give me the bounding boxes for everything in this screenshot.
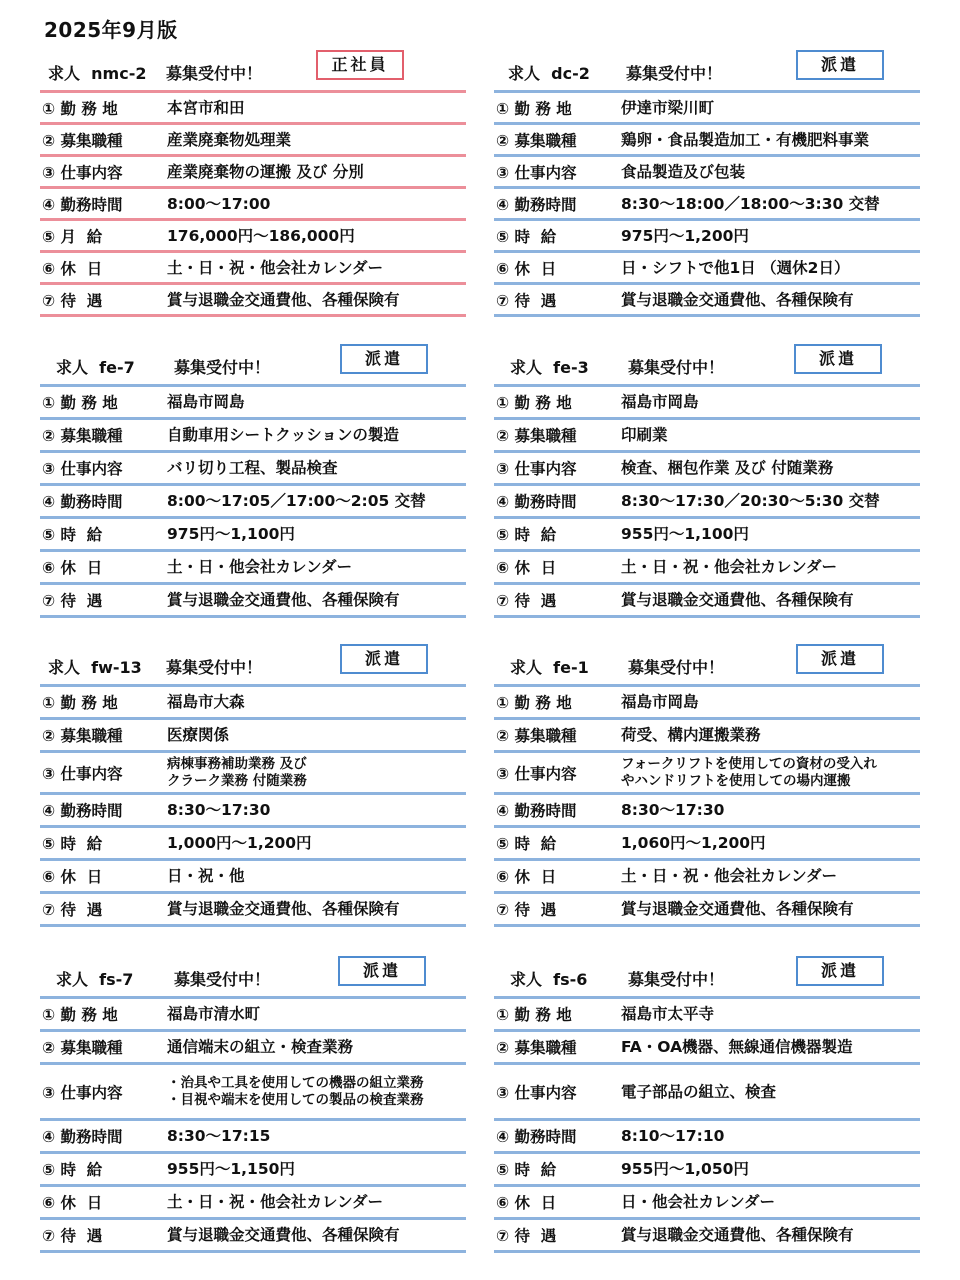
row-label: ⑦ 待 遇: [496, 901, 557, 919]
job-code: 求人 fs-6: [510, 970, 588, 989]
row-label: ③ 仕事内容: [42, 764, 123, 783]
employment-type-badge: 派遣: [794, 344, 882, 374]
row-value: 土・日・他会社カレンダー: [167, 558, 352, 576]
employment-type-badge: 派遣: [796, 956, 884, 986]
job-card-header: [40, 50, 466, 93]
job-code: 求人 fe-3: [510, 358, 589, 377]
row-value: 本宮市和田: [167, 98, 245, 117]
job-card-title: [510, 967, 724, 990]
row-value: 賞与退職金交通費他、各種保険有: [167, 1226, 400, 1244]
job-row-work-hours: [40, 1121, 466, 1154]
row-label: ③ 仕事内容: [42, 1083, 123, 1102]
employment-type-badge: 派遣: [340, 644, 428, 674]
row-label: ② 募集職種: [42, 727, 123, 745]
row-value: 8:30～17:30／20:30～5:30 交替: [621, 492, 880, 510]
row-value: 印刷業: [621, 426, 668, 444]
recruit-status: 募集受付中！: [166, 658, 263, 677]
job-row-job-content: [494, 1065, 920, 1121]
row-value: 検査、梱包作業 及び 付随業務: [621, 459, 834, 477]
row-value: 土・日・祝・他会社カレンダー: [621, 558, 837, 576]
job-card-title: [56, 355, 270, 378]
row-value: 176,000円～186,000円: [167, 226, 355, 245]
job-code: 求人 fs-7: [56, 970, 134, 989]
recruit-status: 募集受付中！: [628, 358, 725, 377]
row-value: 食品製造及び包装: [621, 162, 746, 181]
job-row-holidays: [494, 253, 920, 285]
row-label: ⑥ 休 日: [496, 559, 557, 577]
job-card: [494, 344, 920, 618]
row-value: 8:30～17:30: [621, 801, 725, 819]
job-card: [494, 644, 920, 927]
row-label: ② 募集職種: [496, 131, 577, 150]
row-label: ⑤ 時 給: [496, 835, 557, 853]
employment-type-badge: 派遣: [796, 644, 884, 674]
row-value: 955円～1,100円: [621, 525, 749, 543]
row-label: ⑦ 待 遇: [42, 592, 103, 610]
job-row-location: [494, 999, 920, 1032]
row-label: ③ 仕事内容: [496, 460, 577, 478]
job-row-job-type: [494, 420, 920, 453]
row-label: ⑥ 休 日: [42, 1194, 103, 1212]
row-value: 賞与退職金交通費他、各種保険有: [621, 290, 854, 309]
row-label: ⑦ 待 遇: [42, 1227, 103, 1245]
job-row-job-type: [494, 1032, 920, 1065]
job-row-pay: [40, 519, 466, 552]
row-label: ③ 仕事内容: [496, 163, 577, 182]
row-label: ⑥ 休 日: [42, 559, 103, 577]
row-label: ⑥ 休 日: [496, 1194, 557, 1212]
row-label: ① 勤 務 地: [496, 694, 572, 712]
job-code: 求人 fe-7: [56, 358, 135, 377]
job-row-work-hours: [40, 486, 466, 519]
recruit-status: 募集受付中！: [628, 970, 725, 989]
row-label: ⑦ 待 遇: [496, 291, 557, 310]
job-row-pay: [40, 221, 466, 253]
row-value: 伊達市梁川町: [621, 98, 715, 117]
row-value: 荷受、構内運搬業務: [621, 726, 761, 744]
job-row-work-hours: [494, 1121, 920, 1154]
job-card-header: [40, 344, 466, 387]
row-label: ④ 勤務時間: [42, 195, 123, 214]
row-value: 病棟事務補助業務 及び クラーク業務 付随業務: [167, 755, 307, 789]
job-row-pay: [494, 1154, 920, 1187]
row-label: ① 勤 務 地: [42, 99, 118, 118]
job-row-holidays: [494, 552, 920, 585]
row-label: ① 勤 務 地: [496, 1006, 572, 1024]
row-value: 福島市大森: [167, 693, 245, 711]
row-value: 福島市太平寺: [621, 1005, 715, 1023]
row-value: 975円～1,100円: [167, 525, 295, 543]
row-value: 賞与退職金交通費他、各種保険有: [621, 591, 854, 609]
job-row-work-hours: [494, 795, 920, 828]
row-label: ⑤ 時 給: [496, 1161, 557, 1179]
row-value: 鶏卵・食品製造加工・有機肥料事業: [621, 130, 870, 149]
row-label: ② 募集職種: [42, 131, 123, 150]
row-label: ② 募集職種: [42, 427, 123, 445]
row-value: 日・シフトで他1日 （週休2日）: [621, 258, 850, 277]
job-card: [40, 644, 466, 927]
job-row-job-content: [40, 453, 466, 486]
job-row-job-type: [40, 1032, 466, 1065]
row-value: 産業廃棄物処理業: [167, 130, 292, 149]
row-value: 975円～1,200円: [621, 226, 749, 245]
job-card-header: [40, 956, 466, 999]
job-code: 求人 fe-1: [510, 658, 589, 677]
job-row-benefits: [494, 585, 920, 618]
job-row-job-type: [40, 420, 466, 453]
row-value: 1,000円～1,200円: [167, 834, 312, 852]
employment-type-badge: 正社員: [316, 50, 404, 80]
recruit-status: 募集受付中！: [628, 658, 725, 677]
row-label: ④ 勤務時間: [42, 493, 123, 511]
row-value: ・治具や工具を使用しての機器の組立業務 ・目視や端末を使用しての製品の検査業務: [167, 1074, 424, 1108]
row-label: ⑦ 待 遇: [42, 901, 103, 919]
page-title: 2025年9月版: [44, 18, 178, 42]
row-label: ⑥ 休 日: [496, 868, 557, 886]
job-card-header: [494, 344, 920, 387]
row-label: ⑥ 休 日: [42, 259, 103, 278]
job-card-title: [508, 61, 722, 84]
job-card-header: [494, 644, 920, 687]
job-card: [494, 50, 920, 317]
job-row-location: [494, 387, 920, 420]
row-label: ① 勤 務 地: [496, 394, 572, 412]
row-label: ④ 勤務時間: [42, 1128, 123, 1146]
job-row-pay: [40, 828, 466, 861]
row-label: ⑤ 時 給: [496, 526, 557, 544]
job-card: [40, 956, 466, 1253]
job-code: 求人 nmc-2: [48, 64, 147, 83]
job-row-location: [494, 687, 920, 720]
job-card: [494, 956, 920, 1253]
job-row-pay: [494, 221, 920, 253]
job-row-pay: [494, 519, 920, 552]
job-row-job-content: [494, 453, 920, 486]
job-row-job-type: [40, 125, 466, 157]
job-row-holidays: [494, 861, 920, 894]
row-value: 8:00～17:05／17:00～2:05 交替: [167, 492, 426, 510]
row-label: ② 募集職種: [496, 1039, 577, 1057]
job-row-benefits: [40, 285, 466, 317]
row-value: 日・他会社カレンダー: [621, 1193, 775, 1211]
job-row-pay: [494, 828, 920, 861]
row-value: 賞与退職金交通費他、各種保険有: [621, 1226, 854, 1244]
row-value: 福島市岡島: [621, 693, 699, 711]
job-row-location: [40, 387, 466, 420]
row-value: 土・日・祝・他会社カレンダー: [167, 1193, 383, 1211]
job-row-pay: [40, 1154, 466, 1187]
row-value: 福島市岡島: [621, 393, 699, 411]
row-label: ③ 仕事内容: [496, 1083, 577, 1102]
row-label: ② 募集職種: [496, 427, 577, 445]
job-card-header: [494, 956, 920, 999]
row-value: 福島市清水町: [167, 1005, 261, 1023]
row-label: ⑤ 月 給: [42, 227, 103, 246]
row-value: 土・日・祝・他会社カレンダー: [621, 867, 837, 885]
row-label: ④ 勤務時間: [496, 802, 577, 820]
job-row-work-hours: [494, 486, 920, 519]
job-row-benefits: [494, 1220, 920, 1253]
employment-type-badge: 派遣: [796, 50, 884, 80]
row-label: ① 勤 務 地: [496, 99, 572, 118]
job-row-job-type: [40, 720, 466, 753]
row-value: 賞与退職金交通費他、各種保険有: [167, 591, 400, 609]
row-label: ④ 勤務時間: [42, 802, 123, 820]
row-value: 福島市岡島: [167, 393, 245, 411]
row-label: ① 勤 務 地: [42, 394, 118, 412]
job-row-job-content: [40, 1065, 466, 1121]
row-label: ② 募集職種: [496, 727, 577, 745]
job-card-title: [56, 967, 270, 990]
row-label: ① 勤 務 地: [42, 694, 118, 712]
job-card-header: [494, 50, 920, 93]
job-row-benefits: [494, 285, 920, 317]
row-label: ⑦ 待 遇: [496, 1227, 557, 1245]
row-value: 日・祝・他: [167, 867, 245, 885]
row-label: ⑥ 休 日: [42, 868, 103, 886]
row-value: 土・日・祝・他会社カレンダー: [167, 258, 383, 277]
row-value: 955円～1,150円: [167, 1160, 295, 1178]
job-card-header: [40, 644, 466, 687]
job-row-benefits: [40, 894, 466, 927]
recruit-status: 募集受付中！: [166, 64, 263, 83]
row-label: ⑥ 休 日: [496, 259, 557, 278]
job-row-location: [494, 93, 920, 125]
job-row-holidays: [40, 861, 466, 894]
row-value: 賞与退職金交通費他、各種保険有: [167, 900, 400, 918]
row-label: ④ 勤務時間: [496, 1128, 577, 1146]
job-card: [40, 344, 466, 618]
row-label: ① 勤 務 地: [42, 1006, 118, 1024]
recruit-status: 募集受付中！: [174, 358, 271, 377]
row-label: ④ 勤務時間: [496, 493, 577, 511]
row-label: ② 募集職種: [42, 1039, 123, 1057]
row-value: 8:30～17:15: [167, 1127, 271, 1145]
job-row-holidays: [494, 1187, 920, 1220]
row-value: 電子部品の組立、検査: [621, 1082, 777, 1101]
job-row-benefits: [40, 1220, 466, 1253]
row-value: 賞与退職金交通費他、各種保険有: [621, 900, 854, 918]
job-row-job-type: [494, 720, 920, 753]
row-value: バリ切り工程、製品検査: [167, 459, 338, 477]
job-row-holidays: [40, 253, 466, 285]
row-value: 賞与退職金交通費他、各種保険有: [167, 290, 400, 309]
row-value: 通信端末の組立・検査業務: [167, 1038, 354, 1056]
row-label: ⑦ 待 遇: [42, 291, 103, 310]
job-card: [40, 50, 466, 317]
row-label: ⑦ 待 遇: [496, 592, 557, 610]
job-card-title: [510, 655, 724, 678]
job-row-benefits: [494, 894, 920, 927]
job-row-work-hours: [494, 189, 920, 221]
job-code: 求人 fw-13: [48, 658, 142, 677]
row-value: FA・OA機器、無線通信機器製造: [621, 1038, 853, 1056]
row-value: 8:10～17:10: [621, 1127, 725, 1145]
row-value: 8:30～17:30: [167, 801, 271, 819]
job-card-title: [48, 61, 262, 84]
employment-type-badge: 派遣: [338, 956, 426, 986]
row-value: 自動車用シートクッションの製造: [167, 426, 399, 444]
job-row-holidays: [40, 1187, 466, 1220]
row-value: 8:00～17:00: [167, 194, 271, 213]
row-value: 1,060円～1,200円: [621, 834, 766, 852]
row-label: ③ 仕事内容: [42, 163, 123, 182]
row-value: フォークリフトを使用しての資材の受入れ やハンドリフトを使用しての場内運搬: [621, 755, 877, 789]
job-card-title: [510, 355, 724, 378]
job-row-work-hours: [40, 795, 466, 828]
row-label: ③ 仕事内容: [496, 764, 577, 783]
row-value: 955円～1,050円: [621, 1160, 749, 1178]
employment-type-badge: 派遣: [340, 344, 428, 374]
job-row-work-hours: [40, 189, 466, 221]
recruit-status: 募集受付中！: [626, 64, 723, 83]
row-label: ⑤ 時 給: [42, 835, 103, 853]
job-row-location: [40, 687, 466, 720]
recruit-status: 募集受付中！: [174, 970, 271, 989]
row-value: 医療関係: [167, 726, 230, 744]
job-row-job-content: [40, 157, 466, 189]
row-value: 8:30～18:00／18:00～3:30 交替: [621, 194, 880, 213]
row-label: ③ 仕事内容: [42, 460, 123, 478]
job-row-benefits: [40, 585, 466, 618]
row-value: 産業廃棄物の運搬 及び 分別: [167, 162, 364, 181]
row-label: ⑤ 時 給: [42, 526, 103, 544]
job-row-job-content: [494, 753, 920, 795]
job-row-holidays: [40, 552, 466, 585]
job-card-title: [48, 655, 262, 678]
row-label: ⑤ 時 給: [496, 227, 557, 246]
job-row-job-content: [40, 753, 466, 795]
row-label: ④ 勤務時間: [496, 195, 577, 214]
job-row-location: [40, 93, 466, 125]
job-row-job-content: [494, 157, 920, 189]
job-row-location: [40, 999, 466, 1032]
job-code: 求人 dc-2: [508, 64, 590, 83]
job-row-job-type: [494, 125, 920, 157]
row-label: ⑤ 時 給: [42, 1161, 103, 1179]
